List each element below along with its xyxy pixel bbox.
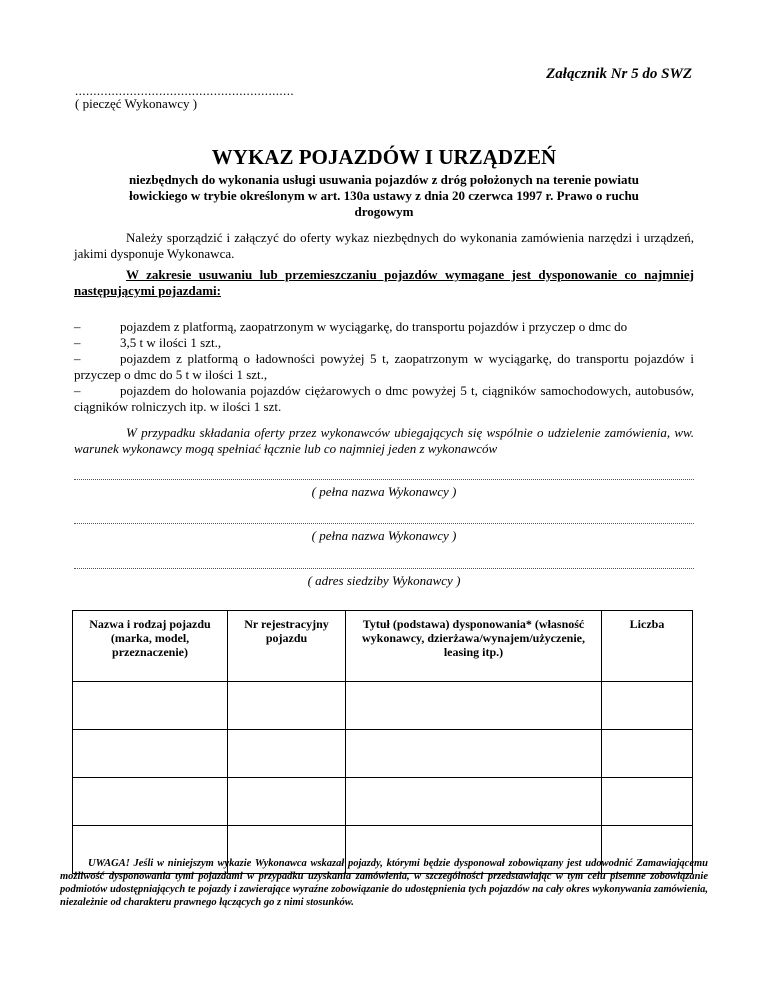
dash-bullet-icon: – <box>74 383 81 398</box>
field-label: ( pełna nazwa Wykonawcy ) <box>311 528 457 543</box>
document-subtitle: niezbędnych do wykonania usługi usuwania pojazdów z dróg położonych na terenie powiatu łowickiego w trybie określonym w art. 130a ustawy z dnia 20 czerwca 1997 r. Prawo o ruchu drogowym <box>128 172 640 219</box>
table-cell[interactable] <box>73 778 228 826</box>
table-header-row <box>73 611 693 682</box>
dash-bullet-icon: – <box>74 335 81 350</box>
list-item: – pojazdem do holowania pojazdów ciężarowych o dmc powyżej 5 t, ciągników samochodowych, autobusów, ciągników rolniczych itp. w ilości 1 szt. <box>74 383 694 414</box>
table-cell[interactable] <box>602 778 693 826</box>
table-cell[interactable] <box>602 682 693 730</box>
table-cell[interactable] <box>228 730 346 778</box>
table-cell[interactable] <box>228 682 346 730</box>
dotted-fill-line <box>74 559 694 569</box>
dotted-fill-line <box>74 470 694 480</box>
field-label: ( pełna nazwa Wykonawcy ) <box>311 484 457 499</box>
table-cell[interactable] <box>73 682 228 730</box>
table-cell[interactable] <box>228 778 346 826</box>
table-cell[interactable] <box>346 730 602 778</box>
requirement-paragraph: W zakresie usuwaniu lub przemieszczaniu pojazdów wymagane jest dysponowanie co najmniej następującymi pojazdami: <box>74 267 694 298</box>
stamp-label: ( pieczęć Wykonawcy ) <box>75 96 198 111</box>
table-cell[interactable] <box>73 730 228 778</box>
consortium-note: W przypadku składania oferty przez wykonawców ubiegających się wspólnie o udzielenie zamówienia, ww. warunek wykonawcy mogą spełniać łącznie lub co najmniej jeden z wykonawców <box>74 425 694 456</box>
warning-note: UWAGA! Jeśli w niniejszym wykazie Wykonawca wskazał pojazdy, którymi będzie dysponował zobowiązany jest udowodnić Zamawiającemu możliwość dysponowania tymi pojazdami w przypadku uzyskania zamówienia, w szczególności przedstawiając w tym celu pisemne zobowiązanie podmiotów udostępniających te pojazdy i zawierające wyraźne zobowiązanie do udostępnienia tych pojazdów na cały okres wykonywania zamówienia, niezależnie od charakteru prawnego łączących go z nimi stosunków. <box>60 858 708 908</box>
list-item: – pojazdem z platformą o ładowności powyżej 5 t, zaopatrzonym w wyciągarkę, do transportu pojazdów i przyczep o dmc do 5 t w ilości 1 szt., <box>74 351 694 382</box>
table-row <box>73 682 693 730</box>
table-cell[interactable] <box>602 730 693 778</box>
dash-bullet-icon: – <box>74 351 81 366</box>
list-item: – 3,5 t w ilości 1 szt., <box>74 335 222 350</box>
vehicle-requirements-list <box>74 319 694 415</box>
contractor-name-field[interactable] <box>74 470 694 500</box>
dotted-fill-line <box>74 514 694 524</box>
contractor-address-field[interactable] <box>74 559 694 589</box>
dash-bullet-icon: – <box>74 319 81 334</box>
column-header-registration: Nr rejestracyjny pojazdu <box>228 611 346 682</box>
column-header-title: Tytuł (podstawa) dysponowania* (własność wykonawcy, dzierżawa/wynajem/użyczenie, leasing itp.) <box>346 611 602 682</box>
vehicles-table <box>72 610 693 874</box>
table-row <box>73 778 693 826</box>
column-header-quantity: Liczba <box>602 611 693 682</box>
table-row <box>73 730 693 778</box>
table-cell[interactable] <box>346 682 602 730</box>
document-title: WYKAZ POJAZDÓW I URZĄDZEŃ <box>211 145 557 169</box>
stamp-dotted-line: ............................................................ <box>75 83 294 98</box>
field-label: ( adres siedziby Wykonawcy ) <box>307 573 461 588</box>
column-header-vehicle: Nazwa i rodzaj pojazdu (marka, model, przeznaczenie) <box>73 611 228 682</box>
table-cell[interactable] <box>346 778 602 826</box>
annex-number: Załącznik Nr 5 do SWZ <box>546 66 692 82</box>
contractor-name-field-2[interactable] <box>74 514 694 544</box>
intro-paragraph: Należy sporządzić i załączyć do oferty wykaz niezbędnych do wykonania zamówienia narzędzi i urządzeń, jakimi dysponuje Wykonawca. <box>74 230 694 261</box>
list-item: – pojazdem z platformą, zaopatrzonym w wyciągarkę, do transportu pojazdów i przyczep o dmc do <box>74 319 628 334</box>
